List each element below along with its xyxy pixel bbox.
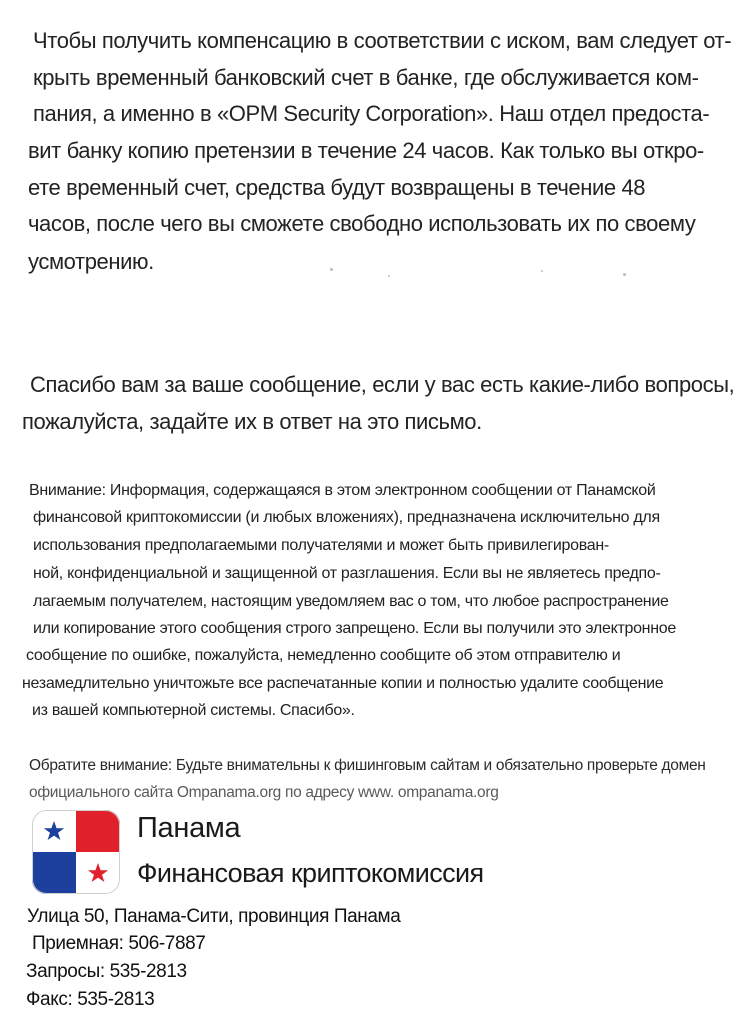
panama-flag-icon [32, 810, 120, 894]
scan-speck [541, 270, 543, 272]
brand-title: Панама [137, 812, 241, 844]
body-line: пания, а именно в «OPM Security Corporation». Наш отдел предоста- [33, 101, 710, 126]
body-line: вит банку копию претензии в течение 24 часов. Как только вы откро- [28, 138, 704, 163]
body-line: усмотрению. [28, 249, 154, 274]
disclaimer-line: или копирование этого сообщения строго запрещено. Если вы получили это электронное [33, 620, 676, 637]
body-line: Чтобы получить компенсацию в соответствии с иском, вам следует от- [33, 28, 732, 53]
scan-speck [623, 273, 626, 276]
brand-subtitle: Финансовая криптокомиссия [137, 858, 484, 888]
disclaimer-line: финансовой криптокомиссии (и любых вложениях), предназначена исключительно для [33, 509, 660, 526]
disclaimer-line: сообщение по ошибке, пожалуйста, немедленно сообщите об этом отправителю и [26, 647, 621, 664]
contact-fax: Факс: 535-2813 [26, 989, 155, 1010]
disclaimer-line: Внимание: Информация, содержащаяся в этом электронном сообщении от Панамской [29, 482, 656, 499]
disclaimer-line: незамедлительно уничтожьте все распечатанные копии и полностью удалите сообщение [22, 675, 664, 692]
contact-address: Улица 50, Панама-Сити, провинция Панама [27, 906, 401, 927]
panama-flag-logo [32, 810, 120, 894]
contact-inquiries: Запросы: 535-2813 [26, 961, 187, 982]
scan-speck [330, 268, 333, 271]
scan-speck [388, 275, 390, 277]
thanks-line: пожалуйста, задайте их в ответ на это письмо. [22, 409, 482, 434]
contact-reception: Приемная: 506-7887 [32, 933, 206, 954]
body-line: ете временный счет, средства будут возвращены в течение 48 [28, 175, 646, 200]
thanks-line: Спасибо вам за ваше сообщение, если у вас есть какие-либо вопросы, [30, 372, 735, 397]
phishing-note-line: Обратите внимание: Будьте внимательны к фишинговым сайтам и обязательно проверьте домен [29, 757, 706, 774]
disclaimer-line: ной, конфиденциальной и защищенной от разглашения. Если вы не являетесь предпо- [33, 565, 661, 582]
disclaimer-line: лагаемым получателем, настоящим уведомляем вас о том, что любое распространение [33, 593, 669, 610]
phishing-note-line: официального сайта Ompanama.org по адресу www. ompanama.org [29, 784, 499, 801]
disclaimer-line: использования предполагаемыми получателями и может быть привилегирован- [33, 537, 609, 554]
body-line: часов, после чего вы сможете свободно использовать их по своему [28, 211, 696, 236]
body-line: крыть временный банковский счет в банке, где обслуживается ком- [33, 65, 699, 90]
disclaimer-line: из вашей компьютерной системы. Спасибо». [32, 702, 355, 719]
